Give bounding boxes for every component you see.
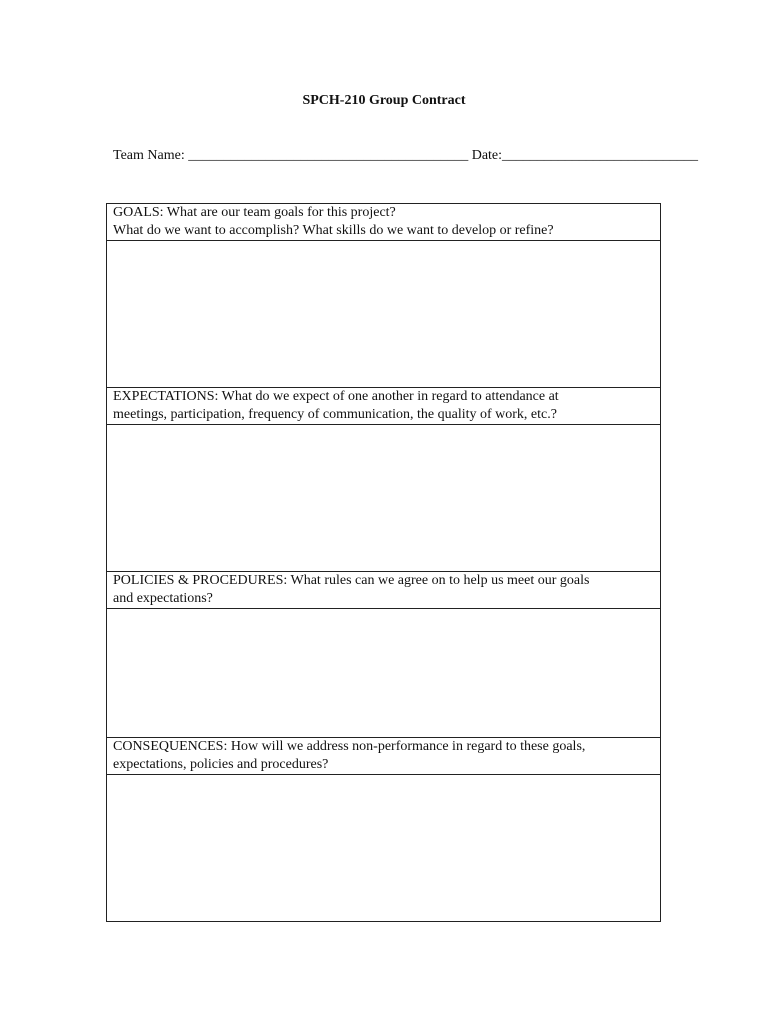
policies-prompt-line-2: and expectations? [113,591,213,606]
policies-answer-box[interactable] [107,609,660,738]
date-field[interactable]: Date:____________________________ [471,148,699,163]
expectations-header [107,388,660,425]
goals-prompt-line-1: GOALS: What are our team goals for this project? [113,205,396,220]
consequences-prompt-line-2: expectations, policies and procedures? [113,757,329,772]
consequences-answer-box[interactable] [107,775,660,921]
team-name-field[interactable]: Team Name: ________________________________________ [113,148,469,163]
document-title: SPCH-210 Group Contract [302,93,466,108]
expectations-answer-box[interactable] [107,425,660,572]
goals-answer-box[interactable] [107,241,660,388]
consequences-header [107,738,660,775]
consequences-prompt-line-1: CONSEQUENCES: How will we address non-performance in regard to these goals, [113,739,586,754]
expectations-prompt-line-2: meetings, participation, frequency of communication, the quality of work, etc.? [113,407,557,422]
expectations-prompt-line-1: EXPECTATIONS: What do we expect of one another in regard to attendance at [113,389,559,404]
goals-prompt-line-2: What do we want to accomplish? What skills do we want to develop or refine? [113,223,554,238]
contract-table [106,203,661,922]
goals-header [107,204,660,241]
policies-prompt-line-1: POLICIES & PROCEDURES: What rules can we agree on to help us meet our goals [113,573,590,588]
policies-header [107,572,660,609]
team-info-line [113,147,698,165]
